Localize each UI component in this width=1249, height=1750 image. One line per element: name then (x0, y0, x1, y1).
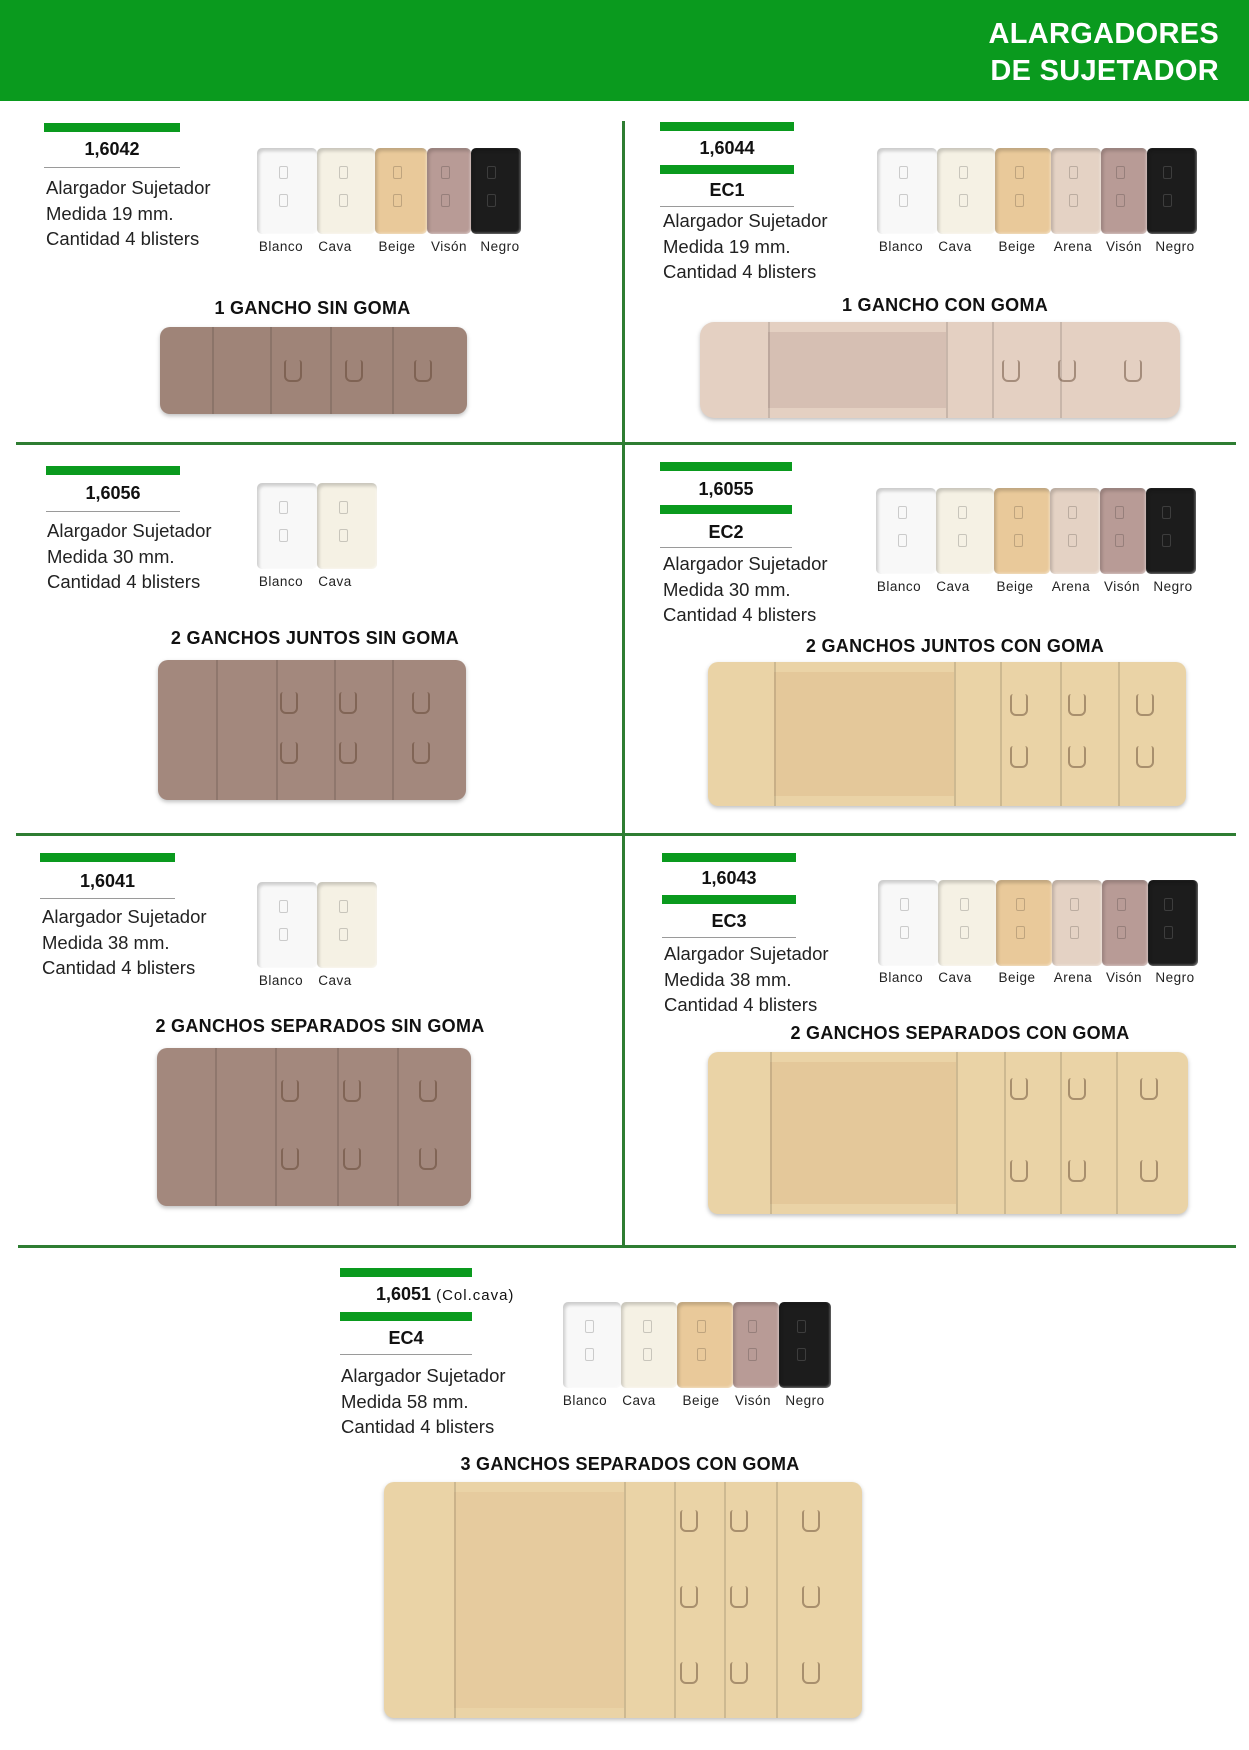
product-title: 3 GANCHOS SEPARADOS CON GOMA (460, 1454, 800, 1474)
desc-line: Cantidad 4 blisters (663, 604, 817, 625)
product-title: 2 GANCHOS JUNTOS CON GOMA (805, 636, 1105, 656)
color-swatches (876, 488, 1196, 574)
product-title: 1 GANCHO CON GOMA (841, 295, 1049, 315)
product-model: EC1 (709, 180, 745, 200)
underline (44, 167, 180, 168)
swatch-label: Blanco (258, 574, 304, 589)
product-image-icon (708, 1052, 1188, 1214)
product-code-value: 1,6051 (376, 1284, 432, 1304)
swatch-label: Arena (1053, 970, 1093, 985)
color-swatches (257, 483, 377, 569)
product-image-icon (384, 1482, 862, 1718)
swatch-arena (1051, 148, 1101, 234)
desc-line: Medida 30 mm. (663, 578, 791, 600)
color-swatches (257, 882, 377, 968)
underline (46, 511, 180, 512)
underline (660, 547, 792, 548)
swatch-blanco (563, 1302, 621, 1388)
swatch-cava (936, 488, 994, 574)
desc-line: Cantidad 4 blisters (46, 228, 200, 249)
swatch-blanco (257, 882, 317, 968)
underline (662, 937, 796, 938)
product-title: 2 GANCHOS SEPARADOS SIN GOMA (155, 1016, 485, 1036)
divider-horizontal (18, 1245, 1236, 1248)
desc-line: Alargador Sujetador (47, 520, 212, 541)
swatch-blanco (257, 148, 317, 234)
swatch-label: Blanco (562, 1393, 608, 1408)
green-bar (660, 462, 792, 471)
green-bar (340, 1268, 472, 1277)
swatch-negro (1147, 148, 1197, 234)
desc-line: Alargador Sujetador (663, 210, 828, 231)
swatch-label: Negro (1155, 970, 1195, 985)
swatch-label: Visón (734, 1393, 772, 1408)
desc-line: Alargador Sujetador (42, 906, 207, 927)
swatch-cava (317, 148, 375, 234)
green-bar (662, 853, 796, 862)
underline (660, 206, 794, 207)
swatch-labels (0, 579, 1240, 597)
desc-line: Cantidad 4 blisters (341, 1416, 495, 1437)
swatch-vison (1102, 880, 1148, 966)
swatch-label: Visón (1103, 579, 1141, 594)
desc-line: Alargador Sujetador (663, 553, 828, 574)
swatch-label: Cava (318, 574, 352, 589)
swatch-label: Beige (996, 579, 1034, 594)
swatch-label: Blanco (878, 239, 924, 254)
swatch-label: Negro (480, 239, 520, 254)
product-code: 1,6042 (84, 139, 140, 159)
swatch-label: Cava (318, 973, 352, 988)
swatch-label: Beige (682, 1393, 720, 1408)
swatch-blanco (877, 148, 937, 234)
swatch-negro (471, 148, 521, 234)
desc-line: Medida 30 mm. (47, 545, 175, 567)
product-code (376, 1284, 536, 1305)
product-model: EC3 (711, 911, 747, 931)
swatch-labels (0, 970, 1240, 988)
swatch-label: Beige (998, 239, 1036, 254)
color-swatches (878, 880, 1198, 966)
header-title-line1: ALARGADORES (988, 18, 1219, 50)
divider-horizontal (16, 442, 1236, 445)
swatch-label: Cava (318, 239, 352, 254)
product-code: 1,6056 (85, 483, 141, 503)
divider-vertical (622, 835, 625, 1247)
divider-vertical (622, 443, 625, 835)
color-swatches (257, 148, 521, 234)
swatch-labels (0, 239, 1240, 257)
swatch-label: Beige (998, 970, 1036, 985)
swatch-negro (779, 1302, 831, 1388)
swatch-label: Beige (378, 239, 416, 254)
swatch-arena (1050, 488, 1100, 574)
product-title: 1 GANCHO SIN GOMA (214, 298, 411, 318)
swatch-vison (1101, 148, 1147, 234)
swatch-vison (733, 1302, 779, 1388)
product-code: 1,6041 (79, 871, 136, 891)
swatch-cava (937, 148, 995, 234)
green-bar (660, 505, 792, 514)
desc-line: Cantidad 4 blisters (47, 571, 201, 592)
product-code: 1,6044 (699, 138, 755, 158)
desc-line: Medida 38 mm. (664, 968, 792, 990)
product-title: 2 GANCHOS JUNTOS SIN GOMA (170, 628, 460, 648)
swatch-cava (317, 483, 377, 569)
swatch-label: Negro (785, 1393, 825, 1408)
swatch-label: Visón (1105, 239, 1143, 254)
swatch-labels (0, 1393, 1000, 1411)
swatch-label: Blanco (258, 239, 304, 254)
swatch-label: Arena (1053, 239, 1093, 254)
swatch-blanco (257, 483, 317, 569)
swatch-beige (995, 148, 1051, 234)
swatch-beige (996, 880, 1052, 966)
swatch-label: Visón (1105, 970, 1143, 985)
swatch-label: Negro (1153, 579, 1193, 594)
divider-horizontal (16, 833, 1236, 836)
swatch-label: Arena (1051, 579, 1091, 594)
desc-line: Alargador Sujetador (341, 1365, 506, 1386)
swatch-negro (1146, 488, 1196, 574)
product-title: 2 GANCHOS SEPARADOS CON GOMA (790, 1023, 1130, 1043)
desc-line: Cantidad 4 blisters (663, 261, 817, 282)
desc-line: Medida 19 mm. (46, 202, 174, 224)
green-bar (40, 853, 175, 862)
desc-line: Cantidad 4 blisters (42, 957, 196, 978)
swatch-label: Blanco (258, 973, 304, 988)
swatch-label: Cava (938, 970, 972, 985)
desc-line: Medida 58 mm. (341, 1390, 469, 1412)
desc-line: Alargador Sujetador (46, 177, 211, 198)
desc-line: Medida 38 mm. (42, 931, 170, 953)
green-bar (46, 466, 180, 475)
swatch-label: Blanco (878, 970, 924, 985)
swatch-cava (317, 882, 377, 968)
product-code: 1,6043 (701, 868, 757, 888)
product-image-icon (700, 322, 1180, 418)
swatch-blanco (876, 488, 936, 574)
header-title-line2: DE SUJETADOR (990, 55, 1219, 87)
swatch-cava (938, 880, 996, 966)
green-bar (44, 123, 180, 132)
swatch-beige (375, 148, 427, 234)
product-model: EC2 (708, 522, 744, 542)
desc-line: Alargador Sujetador (664, 943, 829, 964)
product-image-icon (158, 660, 466, 800)
swatch-label: Cava (936, 579, 970, 594)
swatch-blanco (878, 880, 938, 966)
swatch-label: Negro (1155, 239, 1195, 254)
swatch-label: Visón (430, 239, 468, 254)
product-image-icon (157, 1048, 471, 1206)
color-swatches (877, 148, 1197, 234)
product-code-note: (Col.cava) (436, 1287, 515, 1304)
green-bar (662, 895, 796, 904)
color-swatches (563, 1302, 831, 1388)
swatch-arena (1052, 880, 1102, 966)
product-image-icon (160, 327, 467, 414)
product-image-icon (708, 662, 1186, 806)
swatch-beige (677, 1302, 733, 1388)
swatch-negro (1148, 880, 1198, 966)
header-banner (0, 0, 1249, 101)
swatch-vison (1100, 488, 1146, 574)
swatch-vison (427, 148, 471, 234)
swatch-cava (621, 1302, 677, 1388)
underline (340, 1354, 472, 1355)
green-bar (660, 165, 794, 174)
desc-line: Medida 19 mm. (663, 235, 791, 257)
underline (40, 898, 175, 899)
product-model: EC4 (388, 1328, 424, 1348)
green-bar (660, 122, 794, 131)
swatch-label: Cava (938, 239, 972, 254)
swatch-beige (994, 488, 1050, 574)
desc-line: Cantidad 4 blisters (664, 994, 818, 1015)
swatch-label: Cava (622, 1393, 656, 1408)
swatch-label: Blanco (876, 579, 922, 594)
green-bar (340, 1312, 472, 1321)
divider-vertical (622, 121, 625, 442)
product-code: 1,6055 (698, 479, 754, 499)
